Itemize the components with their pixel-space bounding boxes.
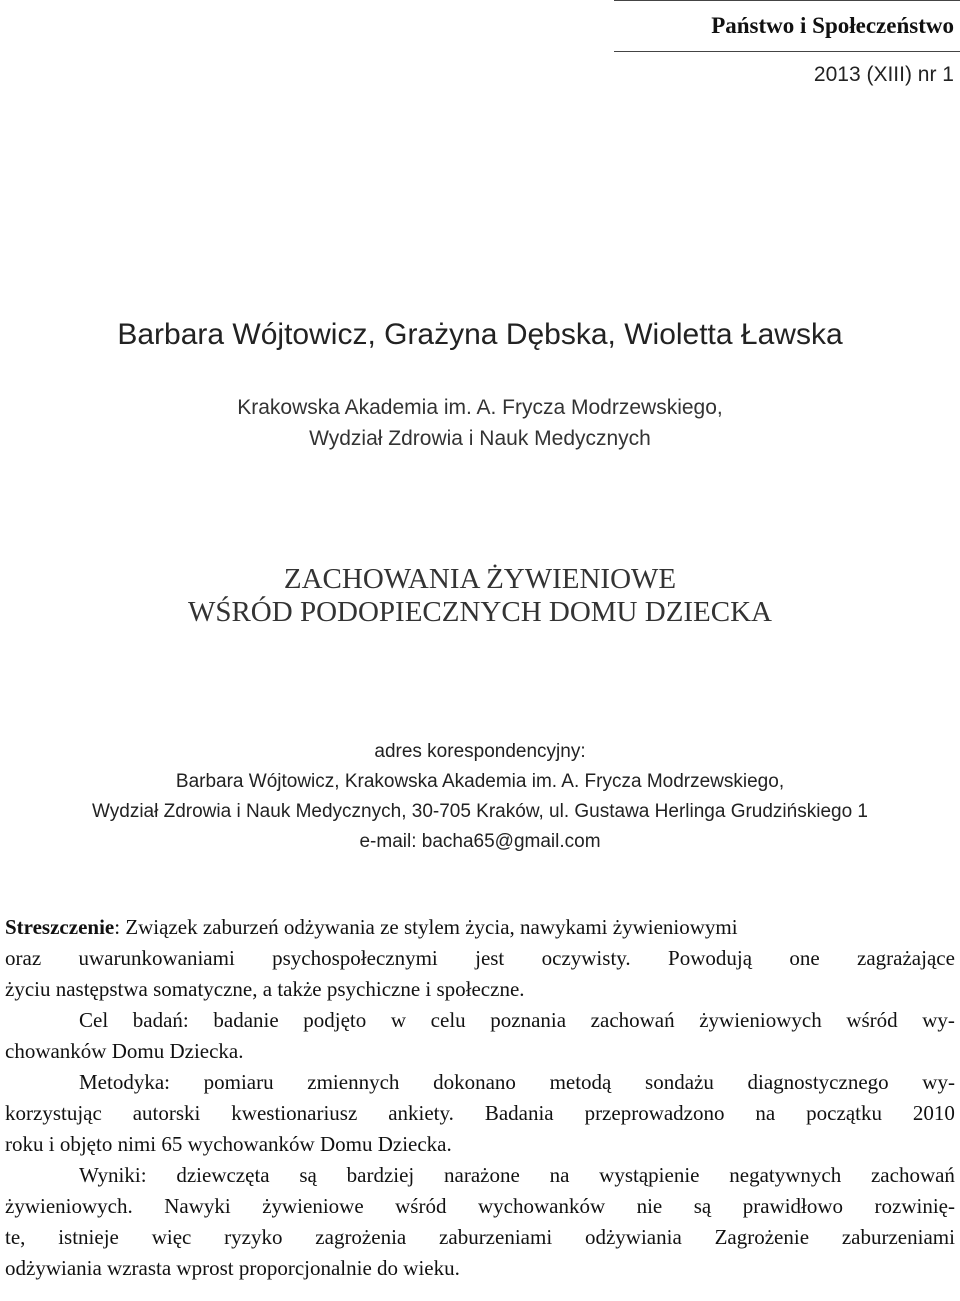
affiliation-line: Krakowska Akademia im. A. Frycza Modrzewskiego,: [237, 396, 723, 419]
abstract-label: Streszczenie: [5, 915, 115, 939]
abstract-line: roku i objęto nimi 65 wychowanków Domu Dziecka.: [5, 1132, 452, 1156]
correspondence-line: Barbara Wójtowicz, Krakowska Akademia im. A. Frycza Modrzewskiego,: [175, 771, 785, 792]
author-affiliation: [0, 392, 960, 454]
article-title: [0, 563, 960, 629]
abstract: [5, 912, 955, 1284]
journal-issue: 2013 (XIII) nr 1: [813, 63, 954, 86]
correspondence-line: Wydział Zdrowia i Nauk Medycznych, 30-705 Kraków, ul. Gustawa Herlinga Grudzińskiego 1: [91, 801, 868, 822]
abstract-line: korzystując autorski kwestionariusz ankiety. Badania przeprowadzono na początku 2010: [5, 1101, 955, 1125]
abstract-line: [5, 912, 955, 943]
abstract-line: Metodyka: pomiaru zmiennych dokonano metodą sondażu diagnostycznego wy-: [79, 1070, 955, 1094]
abstract-line: te, istnieje więc ryzyko zagrożenia zaburzeniami odżywiania Zagrożenie zaburzeniami: [5, 1225, 955, 1249]
journal-title: Państwo i Społeczeństwo: [711, 13, 954, 38]
header-divider: [614, 51, 960, 52]
correspondence-address: [0, 737, 960, 857]
correspondence-label: adres korespondencyjny:: [374, 741, 586, 762]
header-top-rule: [614, 0, 960, 1]
abstract-text: : Związek zaburzeń odżywania ze stylem życia, nawykami żywieniowymi: [114, 915, 738, 939]
correspondence-email: e-mail: bacha65@gmail.com: [359, 831, 601, 852]
title-line: WŚRÓD PODOPIECZNYCH DOMU DZIECKA: [187, 596, 773, 628]
abstract-line: oraz uwarunkowaniami psychospołecznymi jest oczywisty. Powodują one zagrażające: [5, 946, 955, 970]
title-line: ZACHOWANIA ŻYWIENIOWE: [283, 563, 677, 595]
abstract-line: Wyniki: dziewczęta są bardziej narażone na wystąpienie negatywnych zachowań: [79, 1163, 955, 1187]
affiliation-line: Wydział Zdrowia i Nauk Medycznych: [309, 427, 651, 450]
abstract-line: życiu następstwa somatyczne, a także psychiczne i społeczne.: [5, 977, 525, 1001]
abstract-line: odżywiania wzrasta wprost proporcjonalnie do wieku.: [5, 1256, 460, 1280]
abstract-line: Cel badań: badanie podjęto w celu poznania zachowań żywieniowych wśród wy-: [79, 1008, 955, 1032]
article-authors: Barbara Wójtowicz, Grażyna Dębska, Wioletta Ławska: [117, 318, 843, 351]
abstract-line: żywieniowych. Nawyki żywieniowe wśród wychowanków nie są prawidłowo rozwinię-: [5, 1194, 955, 1218]
abstract-line: chowanków Domu Dziecka.: [5, 1039, 244, 1063]
